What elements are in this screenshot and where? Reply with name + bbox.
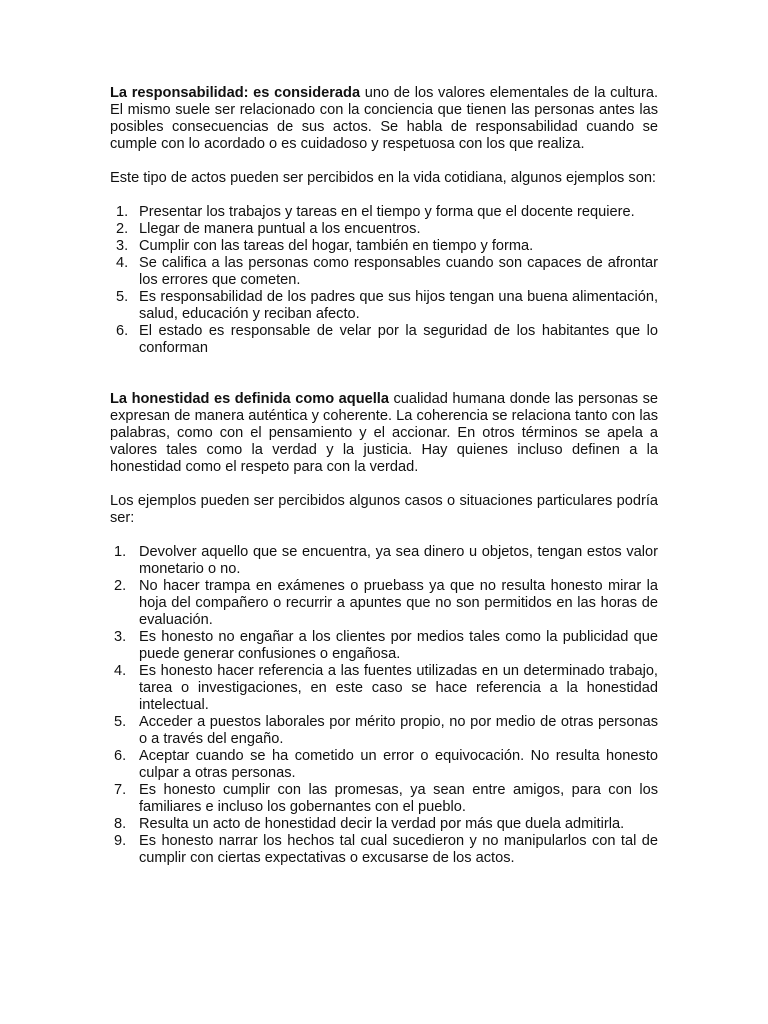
list-item-number: 5. <box>114 714 127 730</box>
honestidad-paragraph <box>110 391 658 476</box>
list-item-text: Aceptar cuando se ha cometido un error o equivocación. No resulta honesto culpar a otras personas. <box>139 748 658 781</box>
responsabilidad-intro: Este tipo de actos pueden ser percibidos en la vida cotidiana, algunos ejemplos son: <box>110 170 656 186</box>
list-item-text: Es honesto narrar los hechos tal cual sucedieron y no manipularlos con tal de cumplir con ciertas expectativas o excusarse de los actos. <box>139 833 658 866</box>
list-item-number: 3. <box>116 238 129 254</box>
list-item <box>110 714 658 748</box>
honestidad-definition: cualidad humana donde las personas se expresan de manera auténtica y coherente. La coherencia se relaciona tanto con las palabras, como con el pensamiento y el accionar. En otros términos se apela a valores tales como la verdad y la justicia. Hay quienes incluso definen a la honestidad como el respeto para con la verdad. <box>110 391 658 475</box>
list-item <box>110 578 658 629</box>
list-item <box>110 629 658 663</box>
list-item-text: Llegar de manera puntual a los encuentros. <box>139 221 421 237</box>
list-item-number: 4. <box>116 255 129 271</box>
list-item <box>110 323 658 357</box>
list-item-text: Se califica a las personas como responsables cuando son capaces de afrontar los errores que cometen. <box>139 255 658 288</box>
list-item-text: El estado es responsable de velar por la seguridad de los habitantes que lo conforman <box>139 323 658 356</box>
list-item-text: Cumplir con las tareas del hogar, también en tiempo y forma. <box>139 238 534 254</box>
list-item <box>110 289 658 323</box>
list-item-text: Es honesto cumplir con las promesas, ya sean entre amigos, para con los familiares e incluso los gobernantes con el pueblo. <box>139 782 658 815</box>
list-item <box>110 833 658 867</box>
list-item-number: 6. <box>114 748 127 764</box>
responsabilidad-definition: uno de los valores elementales de la cultura. El mismo suele ser relacionado con la conciencia que tienen las personas antes las posibles consecuencias de sus actos. Se habla de responsabilidad cuando se cumple con lo acordado o es cuidadoso y respetuosa con los que realiza. <box>110 85 658 152</box>
list-item <box>110 663 658 714</box>
list-item-number: 4. <box>114 663 127 679</box>
list-item-number: 6. <box>116 323 129 339</box>
list-item-text: No hacer trampa en exámenes o pruebass ya que no resulta honesto mirar la hoja del compañero o recurrir a apuntes que no son permitidos en las horas de evaluación. <box>139 578 658 628</box>
honestidad-intro: Los ejemplos pueden ser percibidos algunos casos o situaciones particulares podría ser: <box>110 493 658 526</box>
list-item-text: Resulta un acto de honestidad decir la verdad por más que duela admitirla. <box>139 816 625 832</box>
list-item <box>110 544 658 578</box>
list-item <box>110 204 658 221</box>
honestidad-heading: La honestidad es definida como aquella <box>110 391 389 407</box>
list-item-number: 1. <box>116 204 129 220</box>
document-page <box>110 85 658 867</box>
list-item-number: 1. <box>114 544 127 560</box>
list-item <box>110 748 658 782</box>
list-item-number: 2. <box>116 221 129 237</box>
list-item-text: Presentar los trabajos y tareas en el tiempo y forma que el docente requiere. <box>139 204 635 220</box>
list-item-number: 2. <box>114 578 127 594</box>
section-spacer <box>110 357 658 391</box>
list-item-number: 3. <box>114 629 127 645</box>
list-item-text: Es honesto hacer referencia a las fuentes utilizadas en un determinado trabajo, tarea o investigaciones, en este caso se hace referencia a la honestidad intelectual. <box>139 663 658 713</box>
list-item-number: 7. <box>114 782 127 798</box>
responsabilidad-paragraph <box>110 85 658 153</box>
list-item <box>110 816 658 833</box>
list-item-text: Acceder a puestos laborales por mérito propio, no por medio de otras personas o a través del engaño. <box>139 714 658 747</box>
list-item-text: Es responsabilidad de los padres que sus hijos tengan una buena alimentación, salud, educación y reciban afecto. <box>139 289 658 322</box>
responsabilidad-heading: La responsabilidad: es considerada <box>110 85 361 101</box>
list-item-number: 8. <box>114 816 127 832</box>
list-item-text: Devolver aquello que se encuentra, ya sea dinero u objetos, tengan estos valor monetario o no. <box>139 544 658 577</box>
list-item <box>110 221 658 238</box>
list-item <box>110 255 658 289</box>
list-item <box>110 782 658 816</box>
list-item-text: Es honesto no engañar a los clientes por medios tales como la publicidad que puede generar confusiones o engañosa. <box>139 629 658 662</box>
responsabilidad-examples-list <box>110 204 658 357</box>
list-item <box>110 238 658 255</box>
list-item-number: 5. <box>116 289 129 305</box>
honestidad-examples-list <box>110 544 658 867</box>
list-item-number: 9. <box>114 833 127 849</box>
